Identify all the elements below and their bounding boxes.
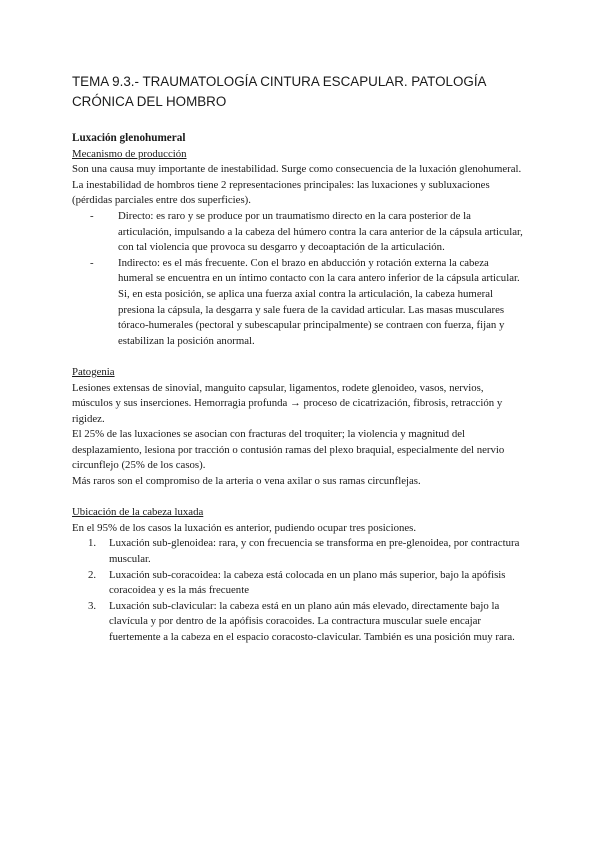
list-item [90, 209, 524, 256]
list-item [88, 599, 524, 646]
patogenia-heading: Patogenia [72, 365, 115, 378]
list-item [88, 536, 524, 567]
patogenia-paragraph-1: Lesiones extensas de sinovial, manguito capsular, ligamentos, rodete glenoideo, vasos, nervios, músculos y sus inserciones. Hemorragia profunda → proceso de cicatrización, fibrosis, retracción y rigidez. [72, 381, 503, 425]
section-title: Luxación glenohumeral [72, 132, 186, 144]
list-item-text: Luxación sub-glenoidea: rara, y con frecuencia se transforma en pre-glenoidea, por contractura muscular. [109, 537, 520, 566]
document-title [72, 72, 524, 112]
list-marker: 1. [88, 537, 97, 550]
list-item-text: Directo: es raro y se produce por un traumatismo directo en la cara posterior de la articulación, impulsando a la cabeza del húmero contra la cara anterior de la cápsula articular, con tal violencia que provoca su desgarro y decoaptación de la articulación. [118, 209, 523, 254]
spacer [72, 349, 524, 365]
mecanismo-heading: Mecanismo de producción [72, 147, 187, 160]
patogenia-block [72, 365, 524, 490]
ubicacion-list [72, 536, 524, 645]
list-item [88, 568, 524, 599]
mecanismo-list [72, 209, 524, 349]
spacer [72, 490, 524, 506]
ubicacion-block [72, 505, 524, 645]
title-line-2: CRÓNICA DEL HOMBRO [72, 94, 227, 109]
list-marker: - [90, 256, 94, 269]
list-marker: 3. [88, 599, 97, 612]
list-item-text: Luxación sub-coracoidea: la cabeza está colocada en un plano más superior, bajo la apófisis coracoidea y es la más frecuente [109, 568, 506, 597]
mecanismo-block [72, 147, 524, 350]
list-marker: 2. [88, 568, 97, 581]
mecanismo-intro: Son una causa muy importante de inestabilidad. Surge como consecuencia de la luxación glenohumeral. La inestabilidad de hombros tiene 2 representaciones principales: las luxaciones y subluxaciones (pérdidas parciales entre dos superficies). [72, 163, 522, 207]
patogenia-paragraph-3: Más raros son el compromiso de la arteria o vena axilar o sus ramas circunflejas. [72, 475, 421, 488]
list-item-text: Indirecto: es el más frecuente. Con el brazo en abducción y rotación externa la cabeza humeral se encuentra en un íntimo contacto con la cara antero inferior de la cápsula articular. Si, en esta posición, se aplica una fuerza axial contra la articulación, la cabeza humeral presiona la cápsula, la desgarra y sale fuera de la cavidad articular. Las masas musculares tóraco-humerales (pectoral y subescapular principalmente) se contraen con fuerza, fijan y estabilizan la posición anormal. [118, 256, 520, 347]
ubicacion-intro: En el 95% de los casos la luxación es anterior, pudiendo ocupar tres posiciones. [72, 521, 417, 534]
list-item-text: Luxación sub-clavicular: la cabeza está en un plano aún más elevado, directamente bajo la clavícula y por dentro de la apófisis coracoides. La contractura muscular suele encajar fuertemente a la cabeza en el espacio coracosto-clavicular. También es una posición muy rara. [109, 599, 515, 643]
list-marker: - [90, 209, 94, 222]
patogenia-paragraph-2: El 25% de las luxaciones se asocian con fracturas del troquiter; la violencia y magnitud del desplazamiento, lesiona por tracción o contusión ramas del plexo braquial, especialmente del nervio circunflejo (25% de los casos). [72, 428, 505, 472]
list-item [90, 256, 524, 350]
ubicacion-heading: Ubicación de la cabeza luxada [72, 506, 204, 519]
document-page [72, 72, 524, 646]
title-line-1: TEMA 9.3.- TRAUMATOLOGÍA CINTURA ESCAPULAR. PATOLOGÍA [72, 74, 487, 89]
